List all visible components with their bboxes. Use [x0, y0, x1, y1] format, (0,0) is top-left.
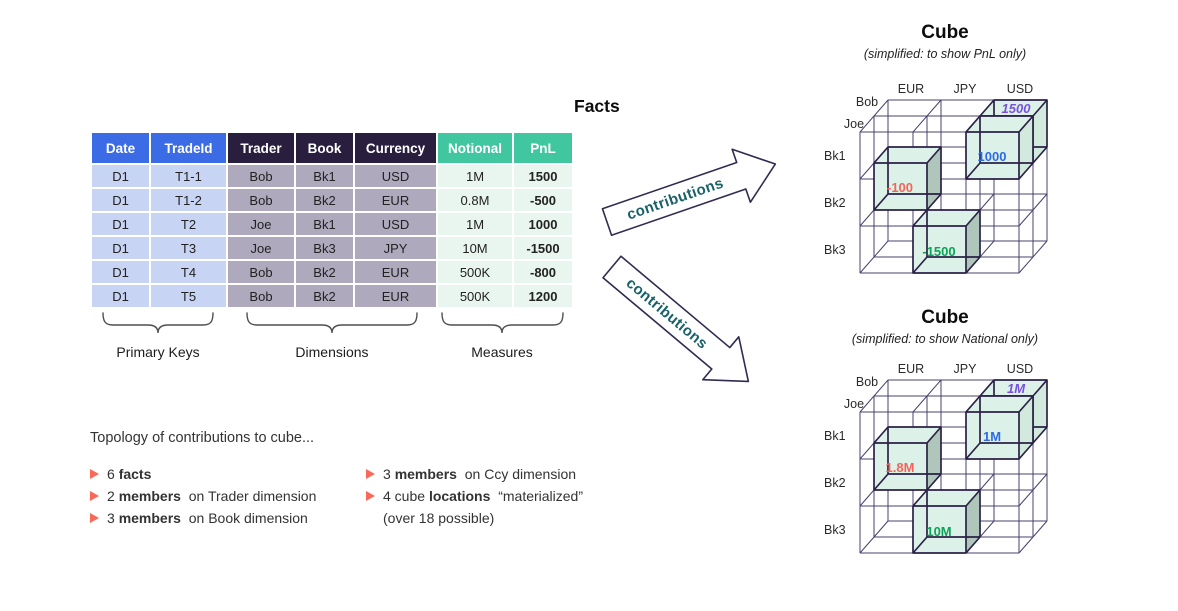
bullet-text: “materialized”	[494, 488, 584, 504]
ccy-axis-label: JPY	[953, 82, 977, 96]
ccy-axis-label: EUR	[897, 362, 925, 376]
column-header-trader: Trader	[228, 133, 294, 163]
cube-title: Cube	[921, 307, 969, 328]
column-header-book: Book	[296, 133, 353, 163]
bullet-arrow-icon	[90, 469, 99, 479]
fact-cell: D1	[92, 189, 149, 211]
ccy-axis-label: JPY	[953, 362, 977, 376]
cube-cell-joe-bk3-jpy	[913, 490, 980, 553]
fact-cell: 0.8M	[438, 189, 512, 211]
cube-subtitle: (simplified: to show National only)	[851, 332, 1039, 346]
trader-axis-label: Joe	[843, 117, 865, 131]
book-axis-label: Bk1	[824, 149, 846, 163]
list-item	[90, 507, 366, 529]
trader-axis-label: Joe	[843, 397, 865, 411]
group-label-dimensions: Dimensions	[295, 344, 369, 360]
cube-cell-bob-bk2-eur	[874, 427, 941, 490]
list-item-note	[366, 507, 583, 529]
bullet-spacer	[366, 513, 375, 523]
bullet-arrow-icon	[366, 469, 375, 479]
facts-table	[90, 131, 574, 309]
column-group-braces	[90, 311, 573, 365]
bullet-text: 2	[107, 488, 119, 504]
cube-cell-joe-bk3-jpy	[913, 210, 980, 273]
fact-cell: Joe	[228, 237, 294, 259]
topology-title: Topology of contributions to cube...	[90, 430, 315, 446]
bullet-arrow-icon	[90, 491, 99, 501]
fact-cell-pnl: -800	[514, 261, 572, 283]
fact-cell: 500K	[438, 285, 512, 307]
fact-cell: D1	[92, 261, 149, 283]
bullet-bold: members	[118, 488, 181, 504]
cube-cell-joe-bk1-usd	[966, 116, 1033, 179]
bullet-text: on Book dimension	[184, 510, 308, 526]
column-header-pnl: PnL	[514, 133, 572, 163]
trader-axis-label: Bob	[855, 375, 879, 389]
brace-dimensions	[247, 313, 417, 333]
bullet-bold: facts	[118, 466, 152, 482]
table-row	[92, 285, 572, 307]
list-item	[366, 463, 583, 485]
topology-notes	[90, 430, 650, 529]
fact-cell: Bk2	[296, 261, 353, 283]
fact-cell: EUR	[355, 285, 436, 307]
fact-cell: 1M	[438, 165, 512, 187]
fact-cell: Bob	[228, 165, 294, 187]
fact-cell: D1	[92, 213, 149, 235]
fact-cell: Bk2	[296, 285, 353, 307]
cube-cell-joe-bk1-usd	[966, 396, 1033, 459]
contributions-arrows	[588, 128, 808, 390]
brace-measures	[442, 313, 563, 333]
table-row	[92, 165, 572, 187]
cube-block-pnl	[810, 20, 1080, 300]
note-text: (over 18 possible)	[383, 510, 495, 526]
fact-cell: D1	[92, 237, 149, 259]
book-axis-label: Bk2	[824, 476, 846, 490]
facts-header-row	[92, 133, 572, 163]
fact-cell: EUR	[355, 189, 436, 211]
bullet-bold: members	[394, 466, 457, 482]
fact-cell: EUR	[355, 261, 436, 283]
fact-cell: Bk1	[296, 165, 353, 187]
cube-value-bob-bk2-eur: 1.8M	[885, 460, 915, 475]
bullet-text: 6	[107, 466, 119, 482]
bullet-text: on Trader dimension	[184, 488, 317, 504]
fact-cell-pnl: -500	[514, 189, 572, 211]
fact-cell: USD	[355, 165, 436, 187]
fact-cell: 500K	[438, 261, 512, 283]
topology-column-right	[366, 463, 583, 529]
bullet-text: on Ccy dimension	[460, 466, 577, 482]
cube-drawing-notional	[810, 360, 1080, 575]
brace-primary-keys	[103, 313, 213, 333]
ccy-axis-label: EUR	[897, 82, 925, 96]
cube-value-bob-bk1-usd: 1M	[1006, 381, 1026, 396]
cube-value-joe-bk1-usd: 1M	[982, 429, 1002, 444]
book-axis-label: Bk3	[824, 523, 846, 537]
fact-cell: T5	[151, 285, 226, 307]
fact-cell: T1-2	[151, 189, 226, 211]
cube-value-bob-bk2-eur: -100	[886, 180, 914, 195]
fact-cell: Bk1	[296, 213, 353, 235]
contributions-arrow-down	[594, 246, 766, 390]
contributions-arrow-up	[598, 138, 785, 249]
table-row	[92, 261, 572, 283]
bullet-bold: members	[118, 510, 181, 526]
facts-title: Facts	[574, 96, 620, 116]
cube-block-notional	[810, 305, 1080, 580]
cube-cell-bob-bk2-eur	[874, 147, 941, 210]
column-header-date: Date	[92, 133, 149, 163]
cube-value-joe-bk3-jpy: -1500	[922, 244, 956, 259]
fact-cell: JPY	[355, 237, 436, 259]
bullet-text: 4 cube	[383, 488, 429, 504]
fact-cell-pnl: 1000	[514, 213, 572, 235]
ccy-axis-label: USD	[1006, 82, 1034, 96]
ccy-axis-label: USD	[1006, 362, 1034, 376]
fact-cell-pnl: -1500	[514, 237, 572, 259]
column-header-currency: Currency	[355, 133, 436, 163]
list-item	[366, 485, 583, 507]
cube-value-joe-bk3-jpy: 10M	[926, 524, 952, 539]
table-row	[92, 237, 572, 259]
fact-cell: D1	[92, 165, 149, 187]
bullet-bold: locations	[428, 488, 491, 504]
fact-cell: Bk3	[296, 237, 353, 259]
fact-cell: D1	[92, 285, 149, 307]
cube-title: Cube	[921, 22, 969, 43]
book-axis-label: Bk3	[824, 243, 846, 257]
cube-value-bob-bk1-usd: 1500	[1001, 101, 1031, 116]
cube-value-joe-bk1-usd: 1000	[977, 149, 1007, 164]
fact-cell: Bk2	[296, 189, 353, 211]
fact-cell: T4	[151, 261, 226, 283]
group-label-measures: Measures	[471, 344, 533, 360]
bullet-text: 3	[383, 466, 395, 482]
fact-cell-pnl: 1500	[514, 165, 572, 187]
trader-axis-label: Bob	[855, 95, 879, 109]
column-header-notional: Notional	[438, 133, 512, 163]
group-label-primary-keys: Primary Keys	[116, 344, 200, 360]
cube-drawing-pnl	[810, 80, 1080, 295]
fact-cell: USD	[355, 213, 436, 235]
list-item	[90, 463, 366, 485]
fact-cell: T1-1	[151, 165, 226, 187]
fact-cell: Bob	[228, 261, 294, 283]
cube-subtitle: (simplified: to show PnL only)	[863, 47, 1027, 61]
column-header-tradeid: TradeId	[151, 133, 226, 163]
bullet-arrow-icon	[366, 491, 375, 501]
table-row	[92, 213, 572, 235]
book-axis-label: Bk1	[824, 429, 846, 443]
arrow-down-label: contributions	[622, 274, 711, 353]
topology-column-left	[90, 463, 366, 529]
fact-cell: 1M	[438, 213, 512, 235]
fact-cell: Joe	[228, 213, 294, 235]
book-axis-label: Bk2	[824, 196, 846, 210]
table-row	[92, 189, 572, 211]
fact-cell: Bob	[228, 189, 294, 211]
fact-cell: T2	[151, 213, 226, 235]
list-item	[90, 485, 366, 507]
fact-cell: Bob	[228, 285, 294, 307]
bullet-text: 3	[107, 510, 119, 526]
fact-cell-pnl: 1200	[514, 285, 572, 307]
arrow-up-label: contributions	[624, 174, 726, 224]
bullet-arrow-icon	[90, 513, 99, 523]
fact-cell: T3	[151, 237, 226, 259]
fact-cell: 10M	[438, 237, 512, 259]
